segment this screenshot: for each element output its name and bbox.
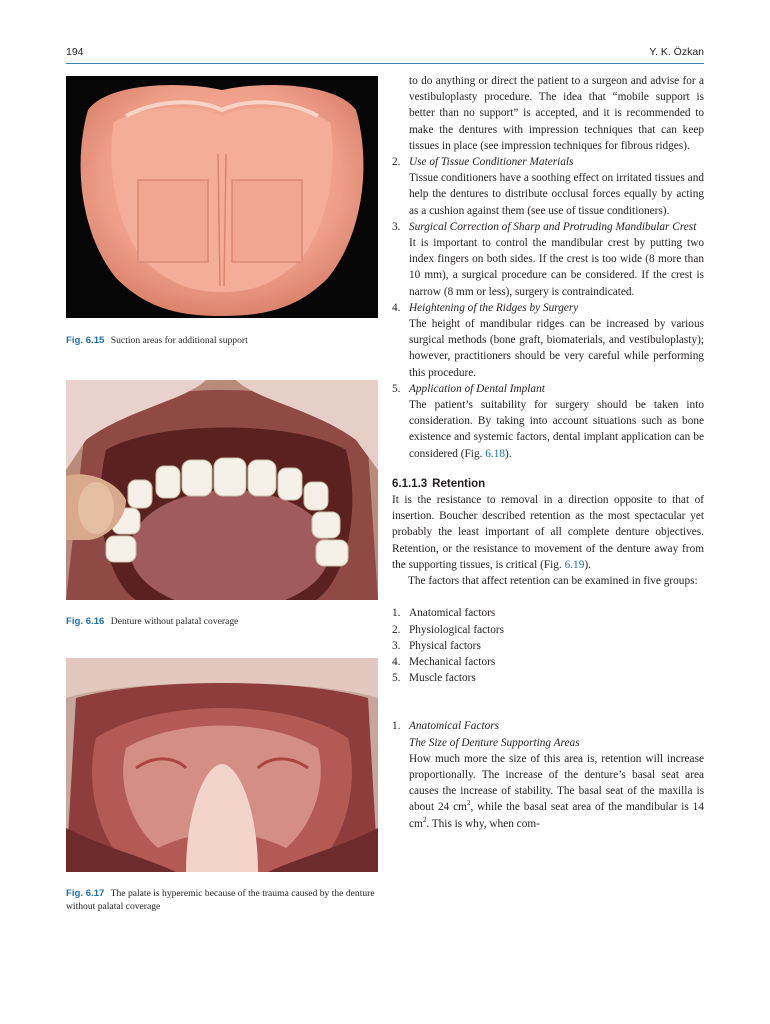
figure-link[interactable]: 6.18 [485, 447, 506, 460]
section-heading: 6.1.1.3 Retention [392, 477, 486, 490]
list-item [392, 219, 704, 300]
section-paragraph: It is the resistance to removal in a direction opposite to that of insertion. Boucher described retention as the most spectacular yet probably the least important of all complete denture objectives. Retention, or the resistance to movement of the denture away from the supporting tissues, is critical (Fig. 6.19). [392, 494, 704, 571]
list-item-text: Tissue conditioners have a soothing effect on irritated tissues and help the dentures to distribute occlusal forces equally by acting as a cushion against them (see use of tissue conditioners). [409, 172, 704, 217]
factor-list-item: 4. Mechanical factors [392, 655, 496, 668]
list-item [392, 381, 704, 462]
list-item-title: Heightening of the Ridges by Surgery [409, 301, 579, 314]
intro-paragraph: to do anything or direct the patient to a surgeon and advise for a vestibuloplasty procedure. The idea that “mobile support is better than no support” is accepted, and it is recommended to make the dentures with impression techniques that can keep tissues in place (see impression techniques for fibrous ridges). [409, 75, 704, 152]
body-text-column [392, 73, 704, 832]
list-number: 4. [392, 301, 401, 314]
section-paragraph: The factors that affect retention can be examined in five groups: [408, 575, 698, 588]
list-item-title: Application of Dental Implant [409, 382, 545, 395]
factor-list-item: 3. Physical factors [392, 639, 481, 652]
figure-6-16-image [66, 380, 378, 600]
figure-link[interactable]: 6.19 [564, 558, 585, 571]
list-item-title: Use of Tissue Conditioner Materials [409, 156, 574, 169]
figure-6-16-caption [66, 615, 386, 628]
figure-6-17-caption [66, 887, 386, 913]
factor-list-item: 5. Muscle factors [392, 672, 476, 685]
list-number: 1. [392, 720, 401, 733]
list-number: 3. [392, 220, 401, 233]
figure-6-15-image [66, 76, 378, 318]
list-number: 5. [392, 382, 401, 395]
figure-label: Fig. 6.17 [66, 888, 105, 899]
running-header [66, 46, 704, 60]
page-number: 194 [66, 46, 84, 58]
list-item-text: The height of mandibular ridges can be increased by various surgical methods (bone graft, biomaterials, and vestibuloplasty); however, practitioners should be very careful while performing this procedure. [409, 318, 704, 379]
list-number: 2. [392, 156, 401, 169]
figure-label: Fig. 6.15 [66, 335, 105, 346]
running-head-author: Y. K. Özkan [649, 46, 704, 58]
list-item [392, 300, 704, 381]
list-item-title: Anatomical Factors [409, 720, 500, 733]
figure-label: Fig. 6.16 [66, 616, 105, 627]
caption-text: The palate is hyperemic because of the trauma caused by the denture without palatal coverage [66, 888, 375, 912]
list-item [392, 718, 704, 831]
figure-6-17-image [66, 658, 378, 872]
list-item-text: The patient’s suitability for surgery should be taken into consideration. By taking into account situations such as bone existence and systemic factors, dental implant application can be considered (Fig. 6.18). [409, 399, 704, 460]
list-item-subtitle: The Size of Denture Supporting Areas [409, 736, 580, 749]
caption-text: Suction areas for additional support [110, 335, 248, 346]
list-item-title: Surgical Correction of Sharp and Protruding Mandibular Crest [409, 220, 697, 233]
header-rule [66, 63, 704, 64]
list-item [392, 154, 704, 219]
factor-list-item: 2. Physiological factors [392, 623, 505, 636]
list-item-text: It is important to control the mandibular crest by putting two index fingers on both sides. If the crest is too wide (8 more than 10 mm), a surgical procedure can be considered. If the crest is narrow (8 mm or less), surgery is contraindicated. [409, 237, 704, 298]
figure-6-15-caption [66, 334, 386, 347]
caption-text: Denture without palatal coverage [110, 616, 239, 627]
list-item-text: How much more the size of this area is, retention will increase proportionally. The increase of the denture’s basal seat area causes the increase of stability. The basal seat of the maxilla is about 24 $cm^2$, while the basal seat area of the mandibular is 14 $cm^2$. This is why, when com- [409, 752, 704, 830]
factor-list-item: 1. Anatomical factors [392, 607, 496, 620]
